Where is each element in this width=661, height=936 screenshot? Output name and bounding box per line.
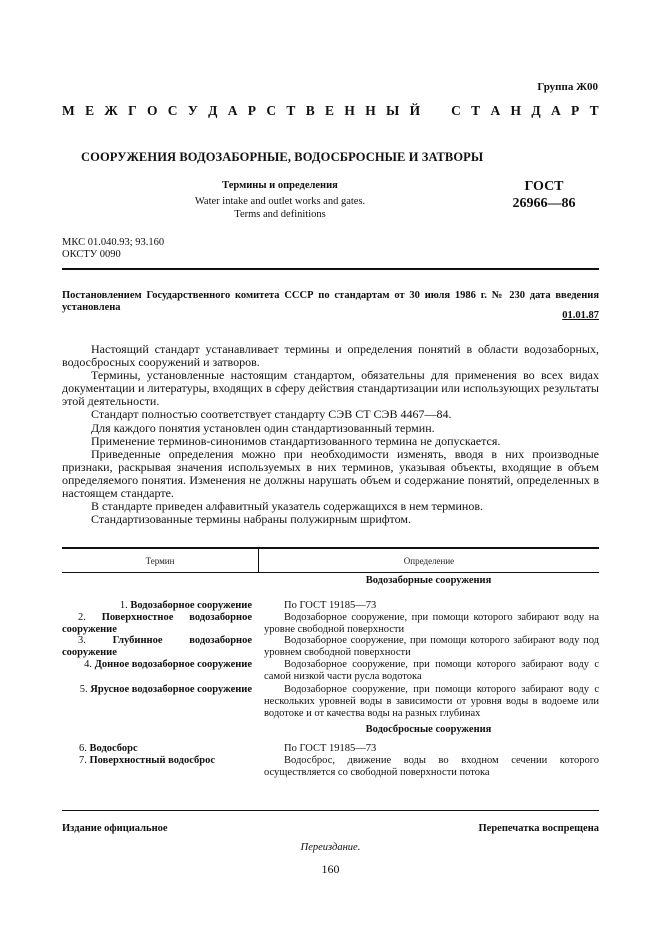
banner-letter: Й (409, 103, 421, 118)
gost-number: 26966—86 (512, 196, 576, 211)
banner-letter: Т (589, 103, 599, 118)
intro-paragraph: Стандартизованные термины набраны полужирным шрифтом. (91, 512, 411, 527)
reissue-note: Переиздание. (300, 842, 361, 853)
table-row-definition (264, 743, 599, 755)
subtitle-en-line-2: Terms and definitions (234, 208, 326, 220)
term-number: 4. (84, 659, 93, 670)
table-row-definition (264, 755, 599, 779)
table-header-border (62, 572, 599, 573)
banner-letter: А (490, 103, 501, 118)
definition-text: По ГОСТ 19185—73 (284, 600, 377, 611)
banner-letter: Е (85, 103, 95, 118)
intro-paragraph: Применение терминов-синонимов стандартизованного термина не допускается. (91, 433, 501, 448)
banner-letter: А (227, 103, 238, 118)
definition-text: Водозаборное сооружение, при помощи которого забирают воду на уровне свободной поверхности (264, 612, 599, 635)
decree-text: Постановлением Государственного комитета СССР по стандартам от 30 июля 1986 г. № 230 дата введения установлена (62, 290, 599, 313)
banner-letter: Т (286, 103, 296, 118)
banner-letter: Е (325, 103, 335, 118)
column-header-definition: Определение (403, 556, 455, 566)
effective-date: 01.01.87 (562, 310, 599, 321)
term-number: 2. (78, 612, 86, 623)
definition-text: Водосброс, движение воды во входном сечении которого осуществляется со свободной поверхности потока (264, 755, 599, 778)
subtitle-en (160, 196, 400, 221)
intro-paragraph: Стандарт полностью соответствует стандарту СЭВ СТ СЭВ 4467—84. (91, 407, 452, 422)
table-row-term (62, 755, 252, 767)
banner-letter: Ы (386, 103, 400, 118)
banner-letter: С (266, 103, 277, 118)
official-edition-label: Издание официальное (62, 823, 168, 834)
reprint-prohibited-label: Перепечатка воспрещена (478, 823, 599, 834)
banner-letter: Н (510, 103, 522, 118)
definition-text: По ГОСТ 19185—73 (284, 743, 377, 754)
term-number: 6. (79, 743, 87, 754)
term-name: Поверхностное водозаборное сооружение (62, 612, 252, 635)
intro-paragraph: Настоящий стандарт устанавливает термины и определения понятий в области водозаборных, водосбросных сооружений и затворов. (62, 342, 599, 370)
banner-letter: У (187, 103, 198, 118)
term-name: Глубинное водозаборное сооружение (62, 635, 253, 658)
gost-label: ГОСТ (524, 179, 564, 194)
banner-letter: Д (531, 103, 541, 118)
table-row-term (62, 612, 252, 636)
banner-letter: Т (471, 103, 481, 118)
banner-letter: Д (208, 103, 218, 118)
gost-designation (504, 178, 584, 212)
definition-text: Водозаборное сооружение, при помощи которого забирают воду под уровнем свободной поверхности (264, 635, 599, 658)
banner-letter: А (550, 103, 561, 118)
footer-divider (62, 810, 599, 811)
banner-letter: Н (344, 103, 355, 118)
intro-paragraph: Приведенные определения можно при необходимости изменять, вводя в них производные признаки, раскрывая значения используемых в них терминов, указывая объекты, входящие в объем определяемого понятия. Изменения не должны нарушать объем и содержание понятий, определенных в настоящем стандарте. (62, 446, 599, 501)
banner-letter: Ж (104, 103, 118, 118)
table-row-definition (264, 684, 599, 719)
group-code: Группа Ж00 (537, 81, 598, 93)
classification-codes (62, 237, 164, 261)
table-row-term (62, 600, 252, 612)
intro-text (62, 343, 599, 526)
banner-letter: С (167, 103, 178, 118)
banner-letter: В (305, 103, 315, 118)
table-row-definition (264, 635, 599, 659)
banner-letter: Н (365, 103, 376, 118)
page-number: 160 (321, 862, 340, 876)
term-name: Водосборс (89, 743, 138, 754)
table-row-term (62, 743, 252, 755)
banner-letter: Р (571, 103, 580, 118)
table-row-definition (264, 612, 599, 636)
banner-letter: С (451, 103, 461, 118)
table-row-term (62, 684, 252, 696)
table-row-term (62, 635, 252, 659)
divider (62, 268, 599, 270)
intro-paragraph: В стандарте приведен алфавитный указатель содержащихся в нем терминов. (91, 499, 483, 514)
term-name: Донное водозаборное сооружение (94, 659, 252, 670)
table-row-definition (264, 659, 599, 683)
section-heading-outlet: Водосбросные сооружения (365, 724, 492, 735)
section-heading-intake: Водозаборные сооружения (365, 575, 492, 586)
term-number: 7. (79, 755, 87, 766)
intro-paragraph: Для каждого понятия установлен один стандартизованный термин. (91, 420, 435, 435)
term-number: 3. (78, 635, 86, 646)
term-number: 1. (119, 600, 128, 611)
banner-letter: О (146, 103, 158, 118)
banner-letter: Р (247, 103, 257, 118)
table-row-term (62, 659, 252, 671)
okstu-code: ОКСТУ 0090 (62, 249, 121, 260)
term-name: Водозаборное сооружение (130, 600, 252, 611)
column-header-term: Термин (145, 556, 175, 566)
subtitle-en-line-1: Water intake and outlet works and gates. (194, 196, 366, 207)
banner-letter: Г (128, 103, 137, 118)
term-number: 5. (79, 684, 88, 695)
document-title: СООРУЖЕНИЯ ВОДОЗАБОРНЫЕ, ВОДОСБРОСНЫЕ И ЗАТВОРЫ (81, 150, 484, 164)
definition-text: Водозаборное сооружение, при помощи которого забирают воду с самой низкой части русла водотока (264, 659, 599, 682)
subtitle-ru: Термины и определения (222, 180, 338, 191)
banner-letter: М (62, 103, 75, 118)
table-top-border (62, 547, 599, 549)
definition-text: Водозаборное сооружение, при помощи которого забирают воду с нескольких уровней воды в зависимости от уровня воды в водоеме или водотоке и от качества воды на разных глубинах (264, 684, 599, 719)
interstate-standard-banner (62, 103, 599, 119)
intro-paragraph: Термины, установленные настоящим стандартом, обязательны для применения во всех видах документации и литературы, входящих в сферу действия стандартизации или использующих результаты этой деятельности. (62, 368, 599, 409)
term-name: Ярусное водозаборное сооружение (90, 684, 252, 695)
table-row-definition (264, 600, 599, 612)
term-name: Поверхностный водосброс (89, 755, 216, 766)
mks-code: МКС 01.040.93; 93.160 (62, 237, 165, 248)
